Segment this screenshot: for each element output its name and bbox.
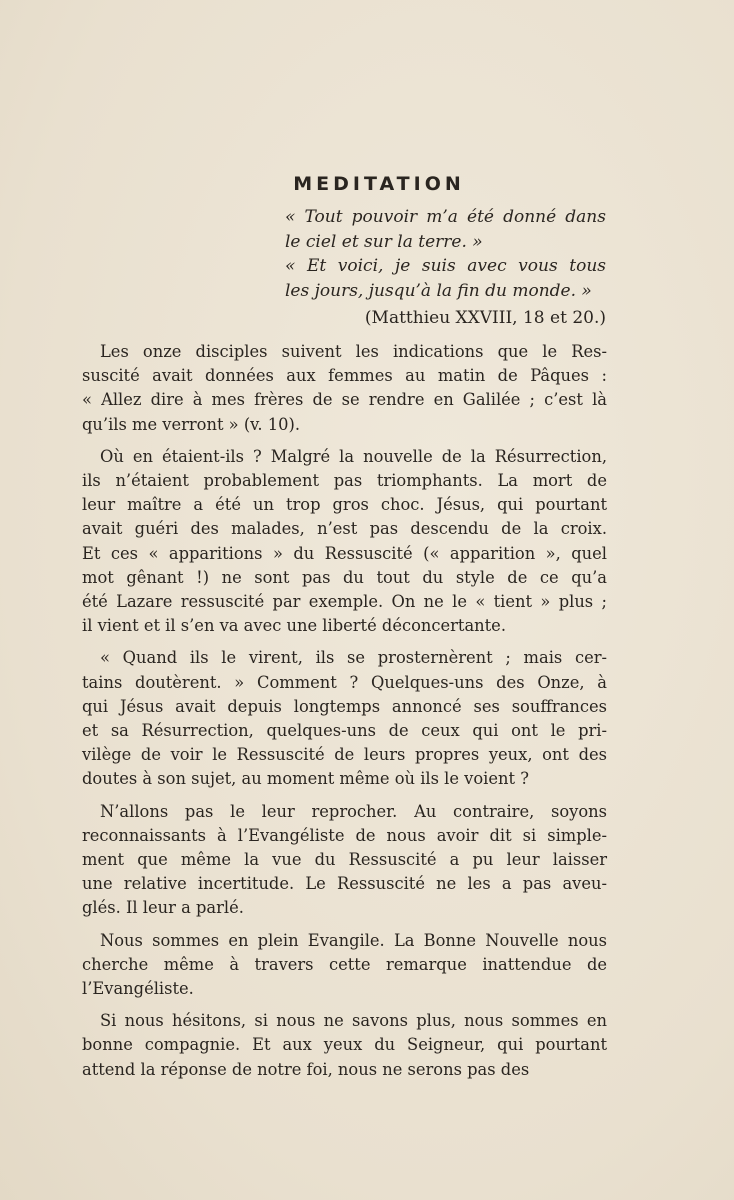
text-line: ils n’étaient probablement pas triomphants. La mort de [82, 471, 607, 491]
text-line: qui Jésus avait depuis longtemps annoncé ses souffrances [82, 696, 607, 716]
text-line: cherche même à travers cette remarque inattendue de [82, 954, 607, 974]
paragraph [82, 445, 607, 639]
text-line: N’allons pas le leur reprocher. Au contraire, soyons [100, 801, 607, 821]
text-line: suscité avait données aux femmes au matin de Pâques : [82, 366, 607, 386]
text-line: Où en étaient-ils ? Malgré la nouvelle de la Résurrection, [100, 446, 607, 466]
epigraph-line: « Et voici, je suis avec vous tous [285, 256, 606, 276]
text-line: Nous sommes en plein Evangile. La Bonne Nouvelle nous [100, 930, 607, 950]
text-line: glés. Il leur a parlé. [82, 898, 244, 918]
text-line: tains doutèrent. » Comment ? Quelques-uns des Onze, à [82, 672, 607, 692]
text-line: doutes à son sujet, au moment même où ils le voient ? [82, 769, 529, 789]
paragraph [82, 929, 607, 1002]
text-line: attend la réponse de notre foi, nous ne serons pas des [82, 1059, 530, 1079]
paragraph [82, 1009, 607, 1082]
text-line: été Lazare ressuscité par exemple. On ne le « tient » plus ; [82, 592, 607, 612]
text-line: il vient et il s’en va avec une liberté déconcertante. [82, 616, 506, 636]
paragraph [82, 646, 607, 791]
epigraph-line: le ciel et sur la terre. » [285, 231, 483, 252]
text-line: l’Evangéliste. [82, 979, 194, 999]
paragraph [82, 800, 607, 921]
text-line: vilège de voir le Ressuscité de leurs propres yeux, ont des [82, 745, 607, 765]
text-line: leur maître a été un trop gros choc. Jésus, qui pourtant [82, 495, 607, 515]
text-line: « Allez dire à mes frères de se rendre en Galilée ; c’est là [82, 390, 607, 410]
epigraph-line: « Tout pouvoir m’a été donné dans [285, 207, 606, 227]
paragraph [82, 340, 607, 437]
epigraph-line: les jours, jusqu’à la fin du monde. » [285, 280, 592, 301]
text-line: Si nous hésitons, si nous ne savons plus, nous sommes en [100, 1011, 607, 1031]
text-line: reconnaissants à l’Evangéliste de nous avoir dit si simple- [82, 825, 607, 845]
text-line: et sa Résurrection, quelques-uns de ceux qui ont le pri- [82, 721, 607, 741]
text-line: avait guéri des malades, n’est pas descendu de la croix. [82, 519, 607, 539]
epigraph-reference: (Matthieu XXVIII, 18 et 20.) [364, 308, 606, 328]
text-line: mot gênant !) ne sont pas du tout du style de ce qu’a [82, 567, 607, 587]
text-line: une relative incertitude. Le Ressuscité ne les a pas aveu- [82, 874, 607, 894]
page-title: MEDITATION [293, 173, 465, 195]
epigraph [285, 205, 606, 331]
text-line: bonne compagnie. Et aux yeux du Seigneur, qui pourtant [82, 1035, 607, 1055]
text-line: « Quand ils le virent, ils se prosternèrent ; mais cer- [100, 648, 607, 668]
body-text [82, 340, 607, 1090]
text-line: Les onze disciples suivent les indications que le Res- [100, 342, 607, 361]
text-line: qu’ils me verront » (v. 10). [82, 414, 301, 434]
text-line: ment que même la vue du Ressuscité a pu leur laisser [82, 850, 607, 870]
text-line: Et ces « apparitions » du Ressuscité (« apparition », quel [82, 543, 607, 563]
